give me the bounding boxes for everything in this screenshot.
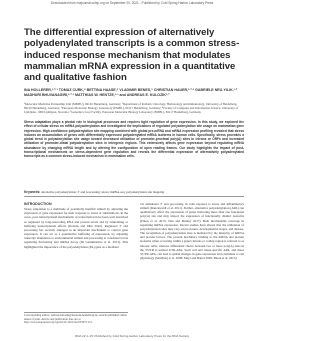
body-text-right: via stimulated 3′ end processing in cells exposed to stress and inflammatory stimuli (Danckwardt et al. 2011). Further, alternative polyadenylation (APA) can qualitatively affect the expression of genes harboring more than one functional poly(A) site and may impact the expression of functionally distinct isoforms (Elkon et al. 2013; Tian and Manley 2017). Both mechanisms converge in regulating mRNA expression. Recent studies have shown that the utilization of polyadenylation sites may vary across tissues, developmental stages, and disease. The recognition of polyadenylation sites is mediated by the interplay of mRNA and protein factors. The protein machinery binding to the mRNA and protein isoforms when occurring within a gene's introns or coding region is referred to as intronic APA, whereas differential choice between two or more poly(A) sites in the 3′UTR is termed UTR-APA. Such cell and tissue-specific APA, and these 3′UTR-APA, can lead to global changes in gene expression and contribute to cell physiology (Sandberg et al. 2008; Mayr and Bartel 2009; Elkon et al. 2013). [140, 202, 244, 261]
section-divider [24, 196, 244, 197]
abstract: Stress adaptation plays a pivotal role in biological processes and requires tight regulation of gene expression. In this study, we explored the effect of cellular stress on mRNA polyadenylation and investigated the implications of regulated polyadenylation site usage on mammalian gene expression. High-confidence polyadenylation site mapping combined with global pre-mRNA and mRNA expression profiling revealed that stress induces an accumulation of genes with differentially expressed polyadenylated mRNA isoforms in human cells. Specifically, stress provokes a global trend in polyadenylation site usage toward decreased utilization of promoter-proximal poly(A) sites in introns or ORFs and increased utilization of promoter-distal polyadenylation sites in intergenic regions. This extensively affects gene expression beyond regulating mRNA abundance by changing mRNA length and by altering the configuration of open reading frames. Our study highlights the impact of post-transcriptional mechanisms on stress-dependent gene regulation and reveals the differential expression of alternatively polyadenylated transcripts as a common stress-induced mechanism in mammalian cells. [24, 120, 244, 158]
keywords [24, 190, 244, 194]
affiliations: ¹Molecular Medicine Partnership Unit (MMPU), 69120 Heidelberg, Germany; ²Department of Pediatric Oncology, Hematology and Immunology, University of Heidelberg, 69120 Heidelberg, Germany; ³European Molecular Biology Laboratory (EMBL), 69117 Heidelberg, Germany; ⁴Faculty of Computer and Information Science, University of Ljubljana, 1000 Ljubljana, Slovenia; ⁵Genomics Core Facility, European Molecular Biology Laboratory (EMBL), 69117 Heidelberg, Germany [24, 102, 239, 114]
paper-title: The differential expression of alternatively polyadenylated transcripts is a common stress-induced response mechanism that modulates mammalian mRNA expression in a quantitative and qualitative fashion [24, 27, 240, 84]
author-list: INA HOLLERER,¹·²·³ TOMAZ CURK,⁴ BETTINA HAASE,⁵ VLADIMIR BENES,⁵ CHRISTIAN HAUER,¹·²·³ GABRIELE NEU-YILIK,¹·² MADHURI BHUVANAGIRI,¹·²·³ MATTHIAS W. HENTZE,¹·³ and ANDREAS E. KULOZIK¹·² [24, 88, 238, 97]
correspondence-footnote: Corresponding author: andreas.kulozik@med.uni-heidelberg.de. Article published online ahead of print. Article and publication date are at http://www.rnajournal.org/cgi/doi/10.1261/rna.055657.115. [24, 313, 127, 325]
keywords-text: alternative polyadenylation; 3′ end processing; stress; mRNA-seq; polyadenylation site mapping [41, 190, 165, 194]
keywords-label: Keywords: [24, 190, 41, 194]
journal-footer: RNA 22:1–15; Published by Cold Spring Harbor Laboratory Press for the RNA Society [75, 334, 189, 338]
body-column-left [24, 202, 128, 249]
download-notice: Downloaded from rnajournal.cshlp.org on September 20, 2021 - Published by Cold Spring Harbor Laboratory Press [50, 1, 214, 5]
body-column-right [140, 202, 244, 260]
body-text-left: Stress adaptation is a multitude of potentially harmful stimuli by adjusting the expression of gene expression for their response to stress or substitutions. In the cores, post-transcriptional mechanisms of transcription have been well described as regulated by long-noncoding RNA and protein levels and by remodeling or buffering transcriptional effects (Kostrik and Jähn 2016). Regulated 3′ end processing has recently emerged as an important mechanism to control gene expression. It can act as a quantitative buffering of expression, by adjusting transcript abundance to environmental stimuli and processing at consistent levels regulating fluctuating and mRNA decay (Di Giammartino et al. 2013). This highlighted the importance of the polyadenylation (PA) gene as a mediator [24, 207, 128, 249]
introduction-heading: INTRODUCTION [24, 202, 52, 206]
